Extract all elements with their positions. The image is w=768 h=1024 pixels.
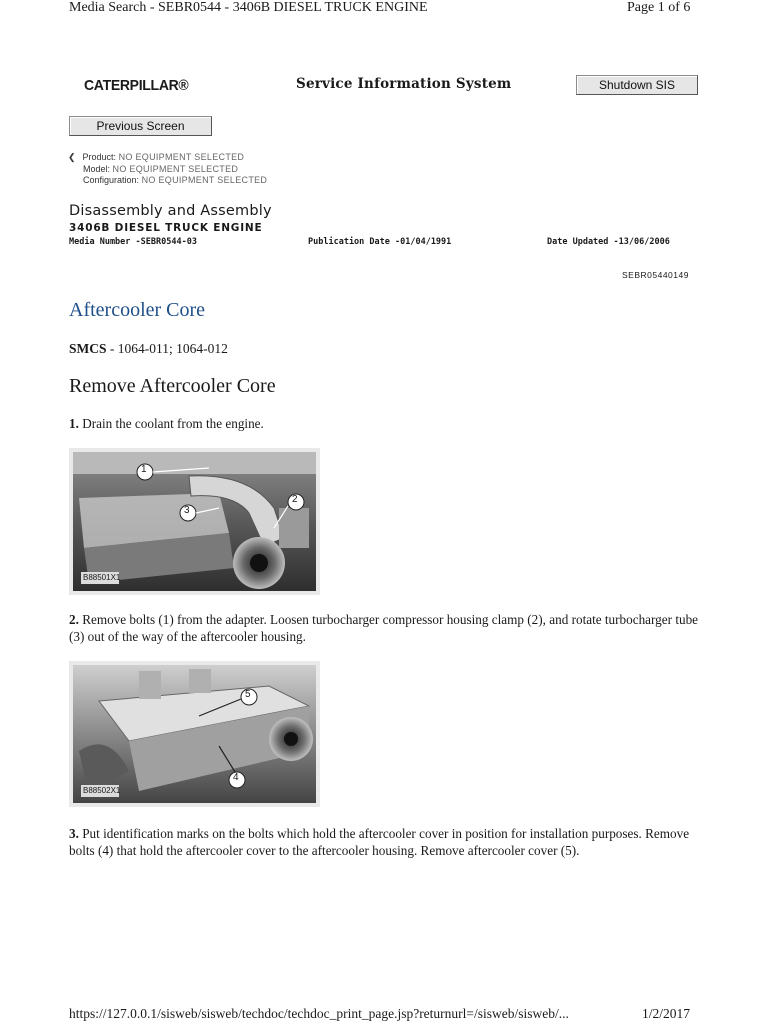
shutdown-sis-button[interactable]: Shutdown SIS [576,75,698,95]
chevron-left-icon[interactable]: ❮ [68,152,76,162]
sis-title: Service Information System [296,76,512,92]
document-engine: 3406B DIESEL TRUCK ENGINE [69,222,263,234]
caterpillar-logo: CATERPILLAR® [84,76,189,94]
step-text: Drain the coolant from the engine. [78,416,264,431]
smcs-line [69,341,228,357]
section-title: Remove Aftercooler Core [69,375,276,397]
step-2 [69,612,709,645]
reference-number: SEBR05440149 [622,270,689,280]
figure-code: B88501X1 [83,573,121,582]
step-3 [69,826,709,859]
callout-label: 1 [141,464,147,475]
footer-date: 1/2/2017 [642,1006,691,1021]
figure-aftercooler-photo [69,661,320,807]
figure-code: B88502X1 [83,786,121,795]
callout-label: 2 [292,494,298,505]
step-number: 1. [69,416,79,431]
step-number: 3. [69,826,79,841]
model-value: NO EQUIPMENT SELECTED [112,163,239,174]
article-title: Aftercooler Core [69,299,206,321]
date-updated: Date Updated -13/06/2006 [547,237,670,247]
figure-turbocharger-photo [69,448,320,595]
print-header-title: Media Search - SEBR0544 - 3406B DIESEL TRUCK ENGINE [69,0,428,15]
publication-date: Publication Date -01/04/1991 [308,237,452,247]
configuration-label: Configuration: [83,175,140,185]
callout-label: 5 [245,689,251,700]
print-header-page: Page 1 of 6 [627,0,691,15]
step-number: 2. [69,612,79,627]
product-value: NO EQUIPMENT SELECTED [118,152,245,162]
callout-label: 3 [184,505,190,516]
model-label: Model: [83,163,111,174]
smcs-label: SMCS [69,341,107,356]
smcs-codes: - 1064-011; 1064-012 [106,341,228,356]
previous-screen-button[interactable]: Previous Screen [69,116,212,136]
step-text: Put identification marks on the bolts which hold the aftercooler cover in position for installation purposes. Remove bolts (4) that hold the aftercooler cover to the aftercooler housing. Remove aftercooler cover (5). [69,826,690,858]
footer-url: https://127.0.0.1/sisweb/sisweb/techdoc/techdoc_print_page.jsp?returnurl=/sisweb/sisweb/... [69,1006,569,1021]
equipment-info [68,152,368,187]
step-1 [69,416,709,433]
callout-label: 4 [233,772,239,783]
step-text: Remove bolts (1) from the adapter. Loosen turbocharger compressor housing clamp (2), and rotate turbocharger tube (3) out of the way of the aftercooler housing. [69,612,699,644]
document-type: Disassembly and Assembly [69,203,272,219]
media-number: Media Number -SEBR0544-03 [69,237,197,247]
product-label: Product: [82,152,117,162]
configuration-value: NO EQUIPMENT SELECTED [141,175,268,185]
